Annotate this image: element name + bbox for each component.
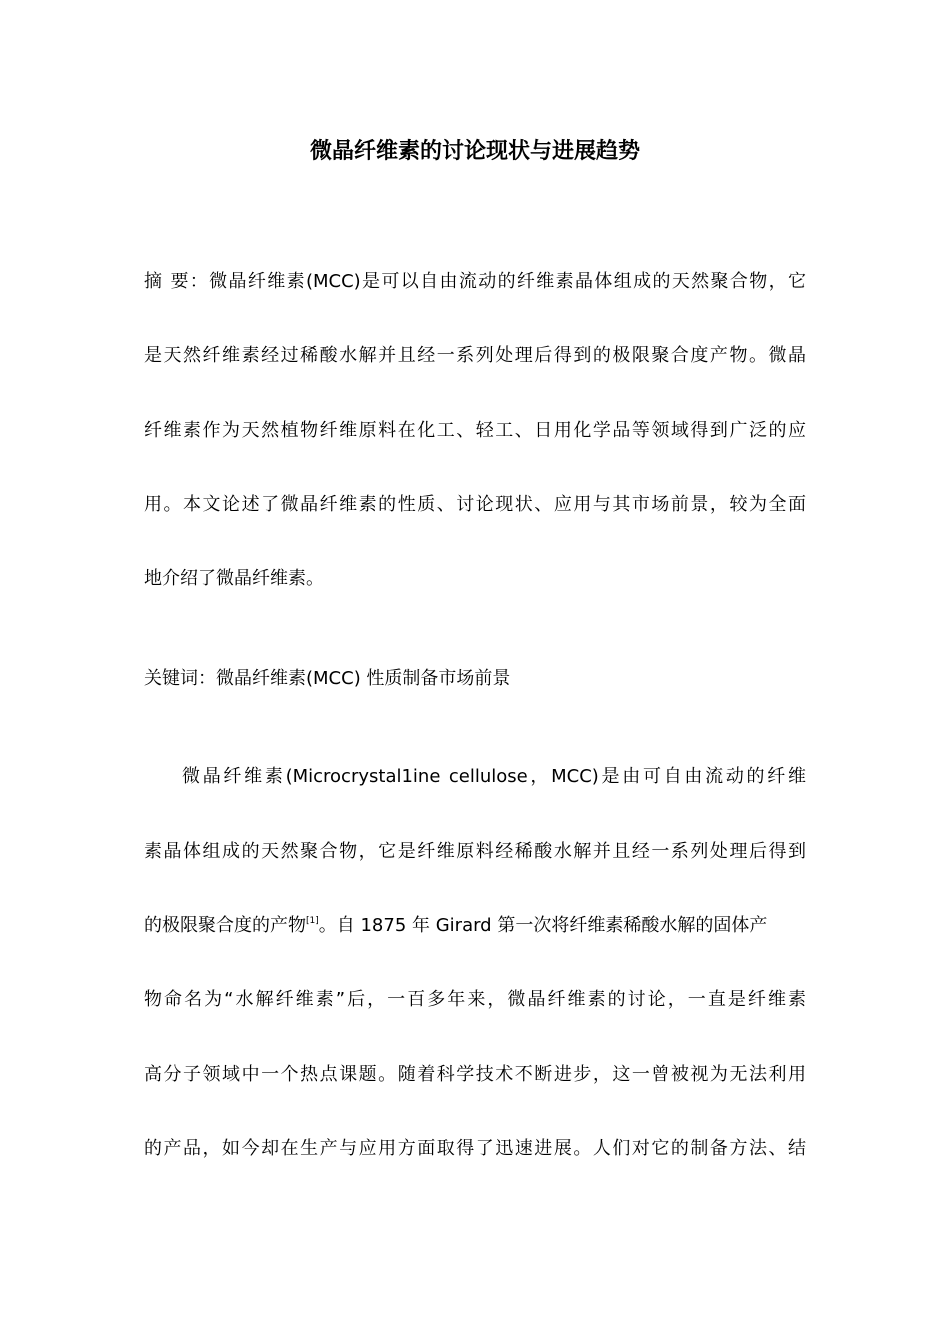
- body-line: 高分子领域中一个热点课题。随着科学技术不断进步，这一曾被视为无法利用: [144, 1064, 806, 1085]
- document-title: 微晶纤维素的讨论现状与进展趋势: [309, 139, 640, 164]
- body-line: 物命名为“水解纤维素”后，一百多年来，微晶纤维素的讨论，一直是纤维素: [144, 989, 806, 1010]
- citation-mark: [1]: [306, 916, 319, 926]
- keywords-line: 关键词：微晶纤维素(MCC) 性质制备市场前景: [144, 668, 511, 689]
- body-text-segment: 。自 1875 年 Girard 第一次将纤维素稀酸水解的固体产: [318, 915, 768, 936]
- body-line-with-citation: [144, 912, 806, 940]
- abstract-line: 地介绍了微晶纤维素。: [144, 568, 324, 589]
- abstract-line: 纤维素作为天然植物纤维原料在化工、轻工、日用化学品等领域得到广泛的应: [144, 420, 806, 441]
- body-line: 素晶体组成的天然聚合物，它是纤维原料经稀酸水解并且经一系列处理后得到: [144, 841, 806, 862]
- abstract-line: 是天然纤维素经过稀酸水解并且经一系列处理后得到的极限聚合度产物。微晶: [144, 345, 806, 366]
- abstract-line: 摘 要：微晶纤维素(MCC)是可以自由流动的纤维素晶体组成的天然聚合物，它: [144, 271, 806, 292]
- body-line: 的产品，如今却在生产与应用方面取得了迅速进展。人们对它的制备方法、结: [144, 1138, 806, 1159]
- abstract-line: 用。本文论述了微晶纤维素的性质、讨论现状、应用与其市场前景，较为全面: [144, 494, 806, 515]
- body-text-segment: 的极限聚合度的产物: [144, 915, 306, 936]
- body-line: 微晶纤维素(Microcrystal1ine cellulose，MCC)是由可自由流动的纤维: [182, 766, 806, 787]
